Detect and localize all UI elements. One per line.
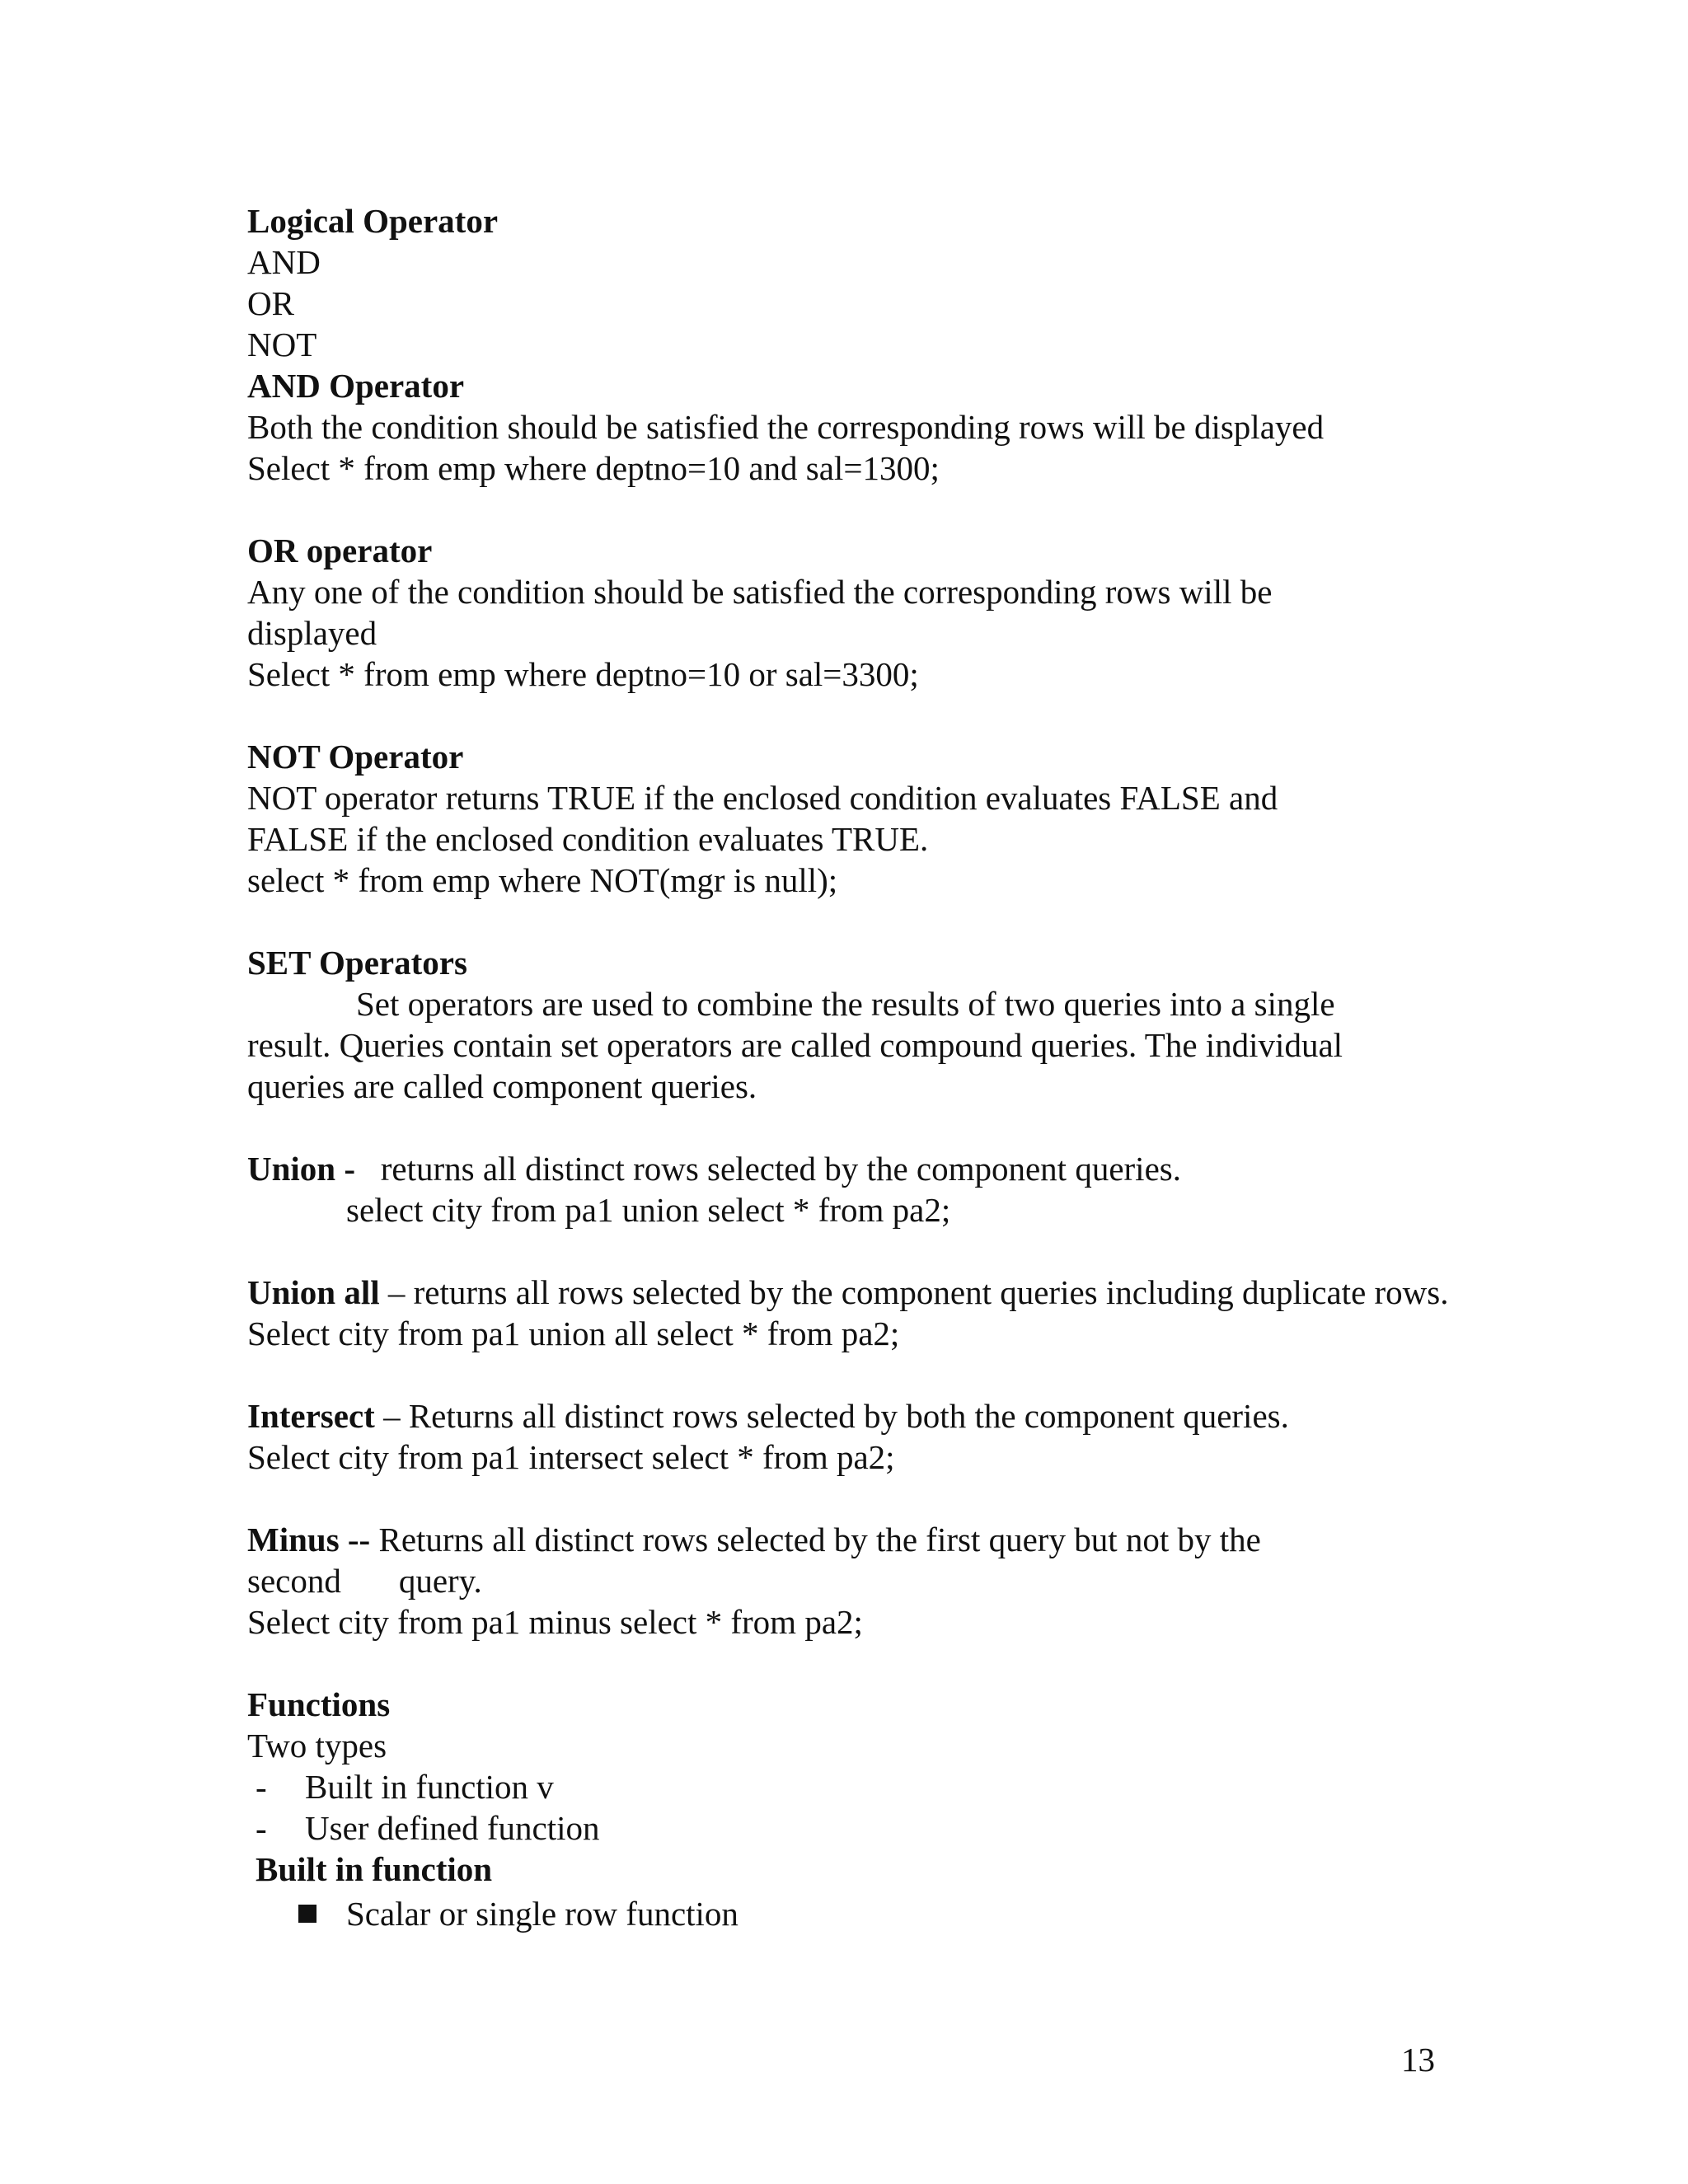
spacer (247, 1478, 1467, 1519)
minus-query: Select city from pa1 minus select * from pa2; (247, 1603, 863, 1641)
union-query: select city from pa1 union select * from pa2; (346, 1191, 951, 1229)
dash-marker: - (256, 1809, 267, 1847)
union-entry (247, 1148, 1467, 1189)
functions-heading: Functions (247, 1685, 391, 1723)
union-all-entry (247, 1272, 1451, 1313)
union-all-description: – returns all rows selected by the component queries including duplicate rows. (387, 1273, 1449, 1311)
minus-term: Minus -- (247, 1521, 371, 1558)
spacer (247, 489, 1467, 530)
spacer (247, 1643, 1467, 1684)
not-operator-description: NOT operator returns TRUE if the enclosed condition evaluates FALSE and FALSE if the enclosed condition evaluates TRUE. (247, 779, 1278, 858)
square-bullet-icon (298, 1905, 316, 1923)
functions-intro: Two types (247, 1727, 387, 1765)
logical-item-not: NOT (247, 326, 317, 363)
spacer (247, 1107, 1467, 1148)
not-operator-heading: NOT Operator (247, 738, 464, 776)
and-operator-heading: AND Operator (247, 367, 465, 405)
intersect-query: Select city from pa1 intersect select * from pa2; (247, 1438, 895, 1476)
page-content (247, 200, 1467, 1934)
union-all-term: Union all (247, 1273, 380, 1311)
logical-operator-heading: Logical Operator (247, 202, 499, 240)
and-operator-query: Select * from emp where deptno=10 and sal=1300; (247, 449, 940, 487)
built-in-function-heading: Built in function (256, 1850, 493, 1888)
intersect-description: – Returns all distinct rows selected by both the component queries. (383, 1397, 1289, 1435)
set-operators-heading: SET Operators (247, 944, 467, 982)
union-description: returns all distinct rows selected by the component queries. (380, 1150, 1181, 1188)
or-operator-heading: OR operator (247, 532, 433, 569)
minus-description-query: query. (398, 1562, 482, 1600)
union-term: Union - (247, 1150, 356, 1188)
function-type-label: Built in function v (305, 1768, 554, 1806)
logical-item-or: OR (247, 284, 294, 322)
minus-entry (247, 1519, 1467, 1560)
minus-description-second: second (247, 1562, 341, 1600)
minus-description-line1: Returns all distinct rows selected by the first query but not by the (378, 1521, 1261, 1558)
and-operator-description: Both the condition should be satisfied the corresponding rows will be displayed (247, 408, 1325, 446)
builtin-bullet-item (247, 1893, 1467, 1934)
union-all-query: Select city from pa1 union all select * from pa2; (247, 1315, 900, 1352)
minus-description-line2 (247, 1560, 1467, 1601)
not-operator-query: select * from emp where NOT(mgr is null); (247, 861, 838, 899)
dash-marker: - (256, 1768, 267, 1806)
function-type-item (247, 1766, 1467, 1807)
or-operator-query: Select * from emp where deptno=10 or sal=3300; (247, 655, 919, 693)
spacer (247, 901, 1467, 942)
intersect-term: Intersect (247, 1397, 375, 1435)
or-operator-description: Any one of the condition should be satisfied the corresponding rows will be displayed (247, 573, 1273, 652)
spacer (247, 1230, 1467, 1272)
set-operators-description: Set operators are used to combine the results of two queries into a single result. Queries contain set operators are called compound queries. The individual queries are called component queries. (247, 985, 1343, 1105)
logical-item-and: AND (247, 243, 321, 281)
spacer (247, 1354, 1467, 1395)
intersect-entry (247, 1395, 1467, 1436)
builtin-bullet-label: Scalar or single row function (346, 1895, 738, 1933)
spacer (247, 695, 1467, 736)
page-number: 13 (1401, 2041, 1435, 2079)
function-type-item (247, 1807, 1467, 1849)
function-type-label: User defined function (305, 1809, 600, 1847)
